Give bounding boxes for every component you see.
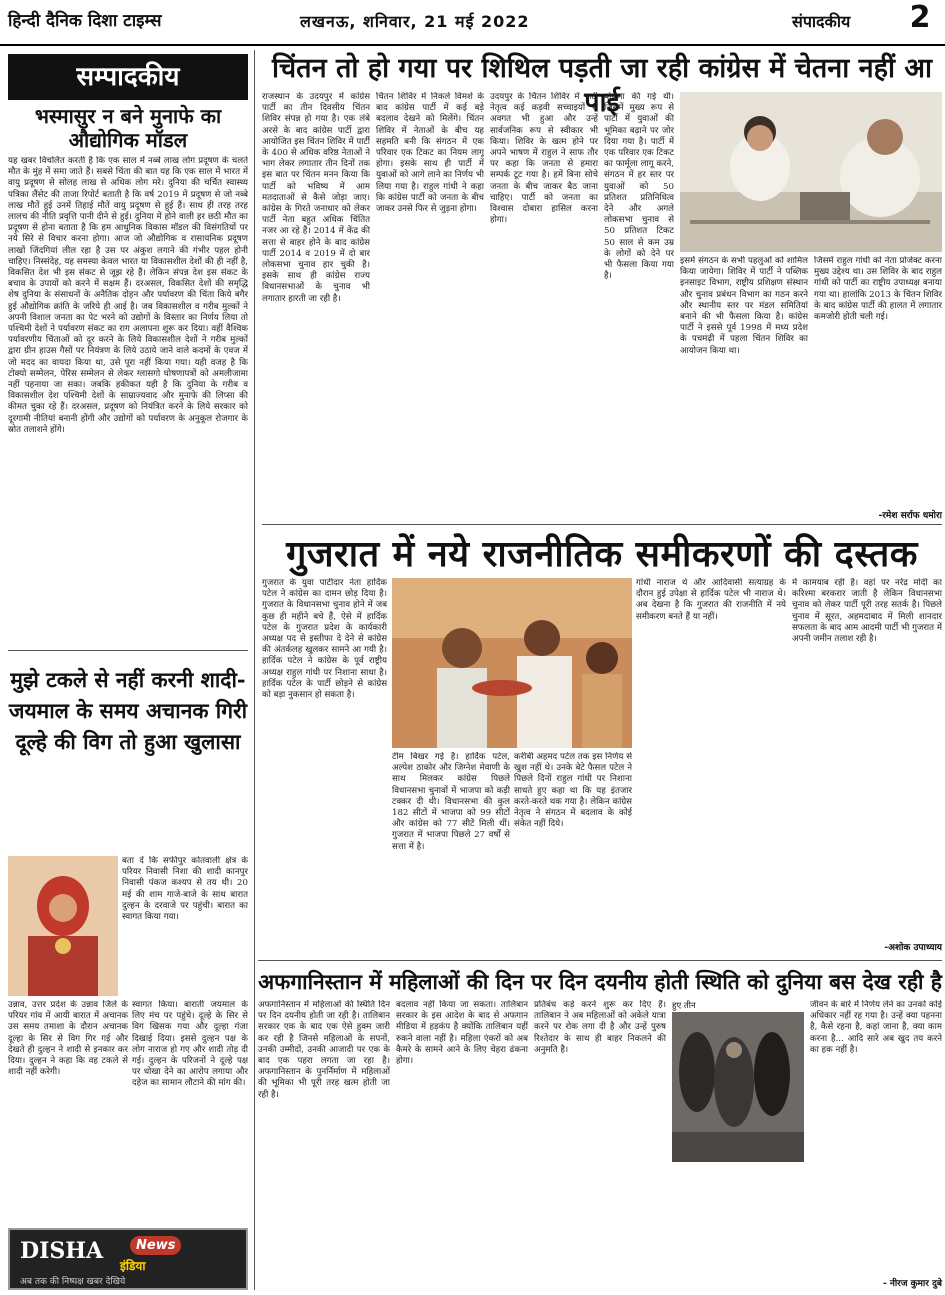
- article2-photo: [392, 578, 632, 748]
- editorial-body: यह खबर विचलित करती है कि एक साल में नब्बे लाख लोग प्रदूषण के चलते मौत के मुंह में समा जाते हैं। सबसे चिंता की बात यह कि एक साल में भारत में वायु प्रदूषण से सोलह लाख से अधिक लोग मरे। दुनिया की चर्चित स्वास्थ्य पत्रिका लैंसेट की ताजा रिपोर्ट बताती है कि वर्ष 2019 में प्रदूषण से जो नब्बे लाख मौतें हुई उनमें तिहाई मौतें वायु प्रदूषण से हुई हैं। साथ ही तरह तरह लालच की नीति प्रवृत्ति पानी दीने से हुई। दुनिया में होने वाली हर छठी मौत का प्रदूषण से होना बताता है कि हम आधुनिक विकास मॉडल की विसंगतियों पर नये सिरे से विचार करना होगा। आज जो औद्योगिक व रासायनिक प्रदूषण लाखों जिंदगियां लील रहा है उस पर अंकुश लगाने की गंभीर पहल होनी चाहिए। निस्संदेह, यह समस्या केवल भारत या विकासशील देशों की ही नहीं है, विकसित देश भी इस संकट से जूझ रहे हैं। लेकिन संपन्न देश इस संकट के बचाव के उपायों को करने में सक्षम हैं। दरअसल, विकसित देशों की समृद्धि शेष दुनिया के संसाधनों के अनैतिक दोहन और पर्यावरण की चिंता किये बगैर हुई औद्योगिक क्रांति के जरिये ही आई है। जब विकासशील व गरीब मुल्कों ने अपनी विशाल जनता का पेट भरने को उद्योगों के विस्तार का निर्णय लिया तो पश्चिमी देशों ने पर्यावरण संकट का राग अलापना शुरू कर दिया। वहीं वैश्विक पर्यावरणीय चिंताओं को दूर करने के लिये विकासशील देशों ने गरीब मुल्कों द्वारा ग्रीन हाउस गैसों पर नियंत्रण के लिये उठाये जाने वाले कदमों के एवज में जो मदद का वायदा किया था, उसे पूरा नहीं किया गया। यही वजह है कि टोक्यो सम्मेलन, पेरिस सम्मेलन से लेकर ग्लासगो घोषणापत्रों को अमलीजामा नहीं पहनाया जा सका। जबकि हकीकत यही है कि दुनिया के गरीब व विकासशील देश पश्चिमी देशों के साम्राज्यवाद और मुनाफे की लिप्सा की कीमत चुका रहे हैं। दरअसल, प्रदूषण को नियंत्रित करने के लिये सरकार को दूरगामी नीतियां बनानी होंगी और उद्योगों को पर्यावरण के अनुकूल रोजगार के स्रोत तलाशने होंगे।: [8, 156, 248, 435]
- article2-col3: करीबी अहमद पटेल तक इस निर्णय से खुश नहीं थे। उनके बेटे फैसल पटेल ने पिछले दिनों राहुल गांधी पर निशाना साधते हुए कहा था कि यह इंतजार करते-करते थक गया है। लेकिन कांग्रेस नेतृत्व ने संगठन में बदलाव के कोई संकेत नहीं दिये।: [514, 752, 632, 830]
- congress-leaders-photo: [680, 92, 942, 252]
- article4-photo-caption: हुए तीन: [672, 1001, 696, 1011]
- article1-headline: चिंतन तो हो गया पर शिथिल पड़ती जा रही कांग्रेस में चेतना नहीं आ पाई: [272, 53, 932, 118]
- article1-byline: -रमेश सर्राफ धमोरा: [878, 511, 942, 521]
- article2-col2: टीम बिखर गई है। हार्दिक पटेल, अल्पेश ठाकोर और जिग्नेश मेवाणी के साथ मिलकर कांग्रेस पिछले विधानसभा चुनावों में भाजपा को कड़ी टक्कर दी थी। विधानसभा की कुल 182 सीटों में भाजपा को 99 सीटों और कांग्रेस को 77 सीटें मिली थीं। गुजरात में भाजपा पिछले 27 वर्षों से सत्ता में है।: [392, 752, 510, 852]
- article1-col5: इसमें संगठन के सभी पहलुओं को शामिल किया जायेगा। शिविर में पार्टी ने पब्लिक इनसाइट विभाग, राष्ट्रीय प्रशिक्षण संस्थान और चुनाव प्रबंधन विभाग का गठन करने और स्थानीय स्तर पर मंडल समितियां बनाने की भी फैसला किया है। कांग्रेस पार्टी ने इससे पूर्व 1998 में मध्य प्रदेश के पचमढ़ी में पहला चिंतन शिविर का आयोजन किया था।: [680, 256, 808, 356]
- article1-col6: जिसमें राहुल गांधी को नेता प्रोजेक्ट करना मुख्य उद्देश्य था। उस शिविर के बाद राहुल गांधी को पार्टी का राष्ट्रीय उपाध्यक्ष बनाया गया था। हालांकि 2013 के चिंतन शिविर के बाद कांग्रेस पार्टी की हालत में लगातार कमजोरी होती चली गई।: [814, 256, 942, 323]
- date-line: लखनऊ, शनिवार, 21 मई 2022: [300, 12, 530, 31]
- article4-byline: - नीरज कुमार दुबे: [882, 1279, 942, 1289]
- article3-body-right: बता दें कि सफीपुर कोतवाली क्षेत्र के परियर निवासी निशा की शादी कानपुर निवासी पंकज कश्यप से तय थी। 20 मई की शाम गाजे-बाजे के साथ बारात दुल्हन के दरवाजे पर पहुंची। बारात का स्वागत किया गया।: [122, 856, 248, 923]
- ad-news-tag: News: [130, 1236, 181, 1255]
- ad-brand: DISHA: [20, 1238, 104, 1264]
- article1-col4: घोषणा की गई थी। जिसमें मुख्य रूप से पार्टी में युवाओं की भूमिका बढ़ाने पर जोर दिया गया है। पार्टी में एक परिवार एक टिकट का फार्मूला लागू करने, संगठन में हर स्तर पर युवाओं को 50 प्रतिशत प्रतिनिधित्व देने और अगले लोकसभा चुनाव से 50 प्रतिशत टिकट 50 साल से कम उम्र के लोगों को देने पर भी फैसला किया गया है।: [604, 92, 674, 282]
- editorial-title: भस्मासुर न बने मुनाफे का औद्योगिक मॉडल: [34, 104, 222, 152]
- article4-photo: [672, 1012, 804, 1162]
- article3-photo: [8, 856, 118, 996]
- article4-col2: बदलाव नहीं किया जा सकता। तालिबान सरकार के इस आदेश के बाद से अफगान मीडिया में हड़कंप है क्योंकि तालिबान यहीं रुकने वाला नहीं है। महिला एंकरों को अब कैमरे के सामने आने के लिए चेहरा ढंकना होगा।: [396, 1000, 528, 1067]
- paper-name: हिन्दी दैनिक दिशा टाइम्स: [8, 11, 162, 31]
- hardik-patel-photo: [392, 578, 632, 748]
- section-label: संपादकीय: [792, 12, 851, 31]
- editorial-banner: सम्पादकीय: [8, 54, 248, 100]
- article3-body-left: उन्नाव, उत्तर प्रदेश के उन्नाव जिले के परियर गांव में आयी बारात में अचानक उस समय तमाशा के दौरान अचानक दूल्हा के सिर से विग गिर गई और देखते ही दुल्हन ने शादी से इनकार कर दिया। दुल्हन ने कहा कि वह टकले से शादी नहीं करेगी।: [8, 1000, 128, 1078]
- article1-col2: चिंतन शिविर में निकले विमर्श के बाद कांग्रेस पार्टी में कई बड़े बदलाव देखने को मिलेंगे। चिंतन शिविर में नेताओं के बीच यह सहमति बनी कि संगठन में एक परिवार एक टिकट का नियम लागू होगा। इसके साथ ही पार्टी में युवाओं को आगे लाने का निर्णय भी लिया गया है। राहुल गांधी ने कहा कि कांग्रेस पार्टी को जनता के बीच जाकर उनसे फिर से जुड़ना होगा।: [376, 92, 484, 215]
- article1-photo: [680, 92, 942, 252]
- article-divider: [258, 960, 942, 961]
- disha-news-ad[interactable]: [8, 1228, 248, 1290]
- page-number: 2: [909, 0, 931, 35]
- ad-sub: इंडिया: [120, 1259, 146, 1273]
- article3-body-bottom: स्वागत किया। बाराती जयमाल के लिए मंच पर पहुंचे। दूल्हे के सिर से विग खिसक गया और दूल्हा गंजा दिखाई दिया। इससे दुल्हन पक्ष के लोग नाराज हो गए और शादी तोड़ दी गई। दुल्हन के परिजनों ने दूल्हे पक्ष पर धोखा देने का आरोप लगाया और दहेज का सामान लौटाने की मांग की।: [132, 1000, 248, 1089]
- article2-col5: में कामयाब रही है। वहां पर नरेंद्र मोदी का करिश्मा बरकरार जाती है लेकिन विधानसभा चुनाव को लेकर पार्टी पूरी तरह सतर्क है। पिछले चुनाव में सूरत, अहमदाबाद में मिली शानदार सफलता के बाद आम आदमी पार्टी भी गुजरात में अपनी जमीन तलाश रही है।: [792, 578, 942, 645]
- article1-col1: राजस्थान के उदयपुर में कांग्रेस पार्टी का तीन दिवसीय चिंतन शिविर संपन्न हो गया है। एक लंबे अरसे के बाद कांग्रेस पार्टी द्वारा आयोजित इस चिंतन शिविर में पार्टी के 400 से अधिक वरिष्ठ नेताओं ने भाग लेकर लगातार तीन दिनों तक इस बात पर चिंतन मनन किया कि पार्टी को भविष्य में आम मतदाताओं से कैसे जोड़ा जाए। कांग्रेस के गिरते जनाधार को लेकर पार्टी नेता बहुत अधिक चिंतित नजर आ रहे हैं। 2014 में केंद्र की सत्ता से बाहर होने के बाद कांग्रेस पार्टी 2014 व 2019 में दो बार लोकसभा चुनाव हार चुकी है। इसके साथ ही कांग्रेस राज्य विधानसभाओं के चुनाव भी लगातार हारती जा रही है।: [262, 92, 370, 304]
- article2-headline: गुजरात में नये राजनीतिक समीकरणों की दस्तक: [286, 533, 918, 575]
- masthead: [0, 0, 945, 46]
- article4-col5: जीवन के बारे में निर्णय लेने का उनको कोई अधिकार नहीं रह गया है। उन्हें क्या पहनना है, कैसे रहना है, कहां जाना है, क्या काम करना है... आदि सारे अब खुद तय करने का हक नहीं है।: [810, 1000, 942, 1055]
- article4-headline: अफगानिस्तान में महिलाओं की दिन पर दिन दयनीय होती स्थिति को दुनिया बस देख रही है: [258, 969, 942, 994]
- afghan-women-photo: [672, 1012, 804, 1162]
- article2-byline: -अशोक उपाध्याय: [884, 943, 942, 953]
- article-divider: [262, 524, 942, 525]
- article2-col4: गांधी नाराज थे और आदिवासी सत्याग्रह के दौरान हुई उपेक्षा से हार्दिक पटेल भी नाराज थे। अब देखना है कि गुजरात की राजनीति में नये समीकरण बनते हैं या नहीं।: [636, 578, 786, 622]
- article1-col3: उदयपुर के चिंतन शिविर में पार्टी नेतृत्व कई कड़वी सच्चाइयों से अवगत भी हुआ और उन्हें सार्वजनिक रूप से स्वीकार भी किया। शिविर के खत्म होने पर अपने भाषण में राहुल ने साफ तौर पर कहा कि जनता से हमारा सम्पर्क टूट गया है। हमें बिना सोचे जनता के बीच जाकर बैठ जाना चाहिए। पार्टी को जनता का विश्वास दोबारा हासिल करना होगा।: [490, 92, 598, 226]
- article3-headline: मुझे टकले से नहीं करनी शादी- जयमाल के समय अचानक गिरी दूल्हे की विग तो हुआ खुलासा: [8, 667, 248, 754]
- section-divider: [8, 650, 248, 651]
- article2-col1: गुजरात के युवा पाटीदार नेता हार्दिक पटेल ने कांग्रेस का दामन छोड़ दिया है। गुजरात के विधानसभा चुनाव होने में जब कुछ ही महीने बचे हैं, ऐसे में हार्दिक पटेल के गुजरात प्रदेश के कार्यकारी अध्यक्ष पद से इस्तीफा दे देने से कांग्रेस की अंतर्कलह खुलकर सामने आ गयी है। हार्दिक पटेल ने कांग्रेस के पूर्व राष्ट्रीय अध्यक्ष राहुल गांधी पर निशाना साधा है। हार्दिक पटेल के पार्टी छोड़ने से कांग्रेस को बड़ा नुकसान हो सकता है।: [262, 578, 387, 701]
- article4-col1: अफगानिस्तान में महिलाओं की स्थिति दिन पर दिन दयनीय होती जा रही है। तालिबान सरकार एक के बाद एक ऐसे हुक्म जारी कर रही है जिनसे महिलाओं के सपनों, उनकी उम्मीदों, उनकी आजादी पर एक के बाद एक पहरा लगता जा रहा है। अफगानिस्तान के पुनर्निर्माण में महिलाओं की भूमिका भी पूरी तरह खत्म होती जा रही है।: [258, 1000, 390, 1100]
- column-divider: [254, 50, 255, 1290]
- bride-photo: [8, 856, 118, 996]
- ad-tagline: अब तक की निष्पक्ष खबर देखिये: [20, 1277, 126, 1287]
- article4-col3: प्रतिबंध कड़े करने शुरू कर दिए हैं। तालिबान ने अब महिलाओं को अकेले यात्रा करने पर रोक लगा दी है और उन्हें पुरुष रिश्तेदार के साथ ही बाहर निकलने की अनुमति है।: [534, 1000, 666, 1055]
